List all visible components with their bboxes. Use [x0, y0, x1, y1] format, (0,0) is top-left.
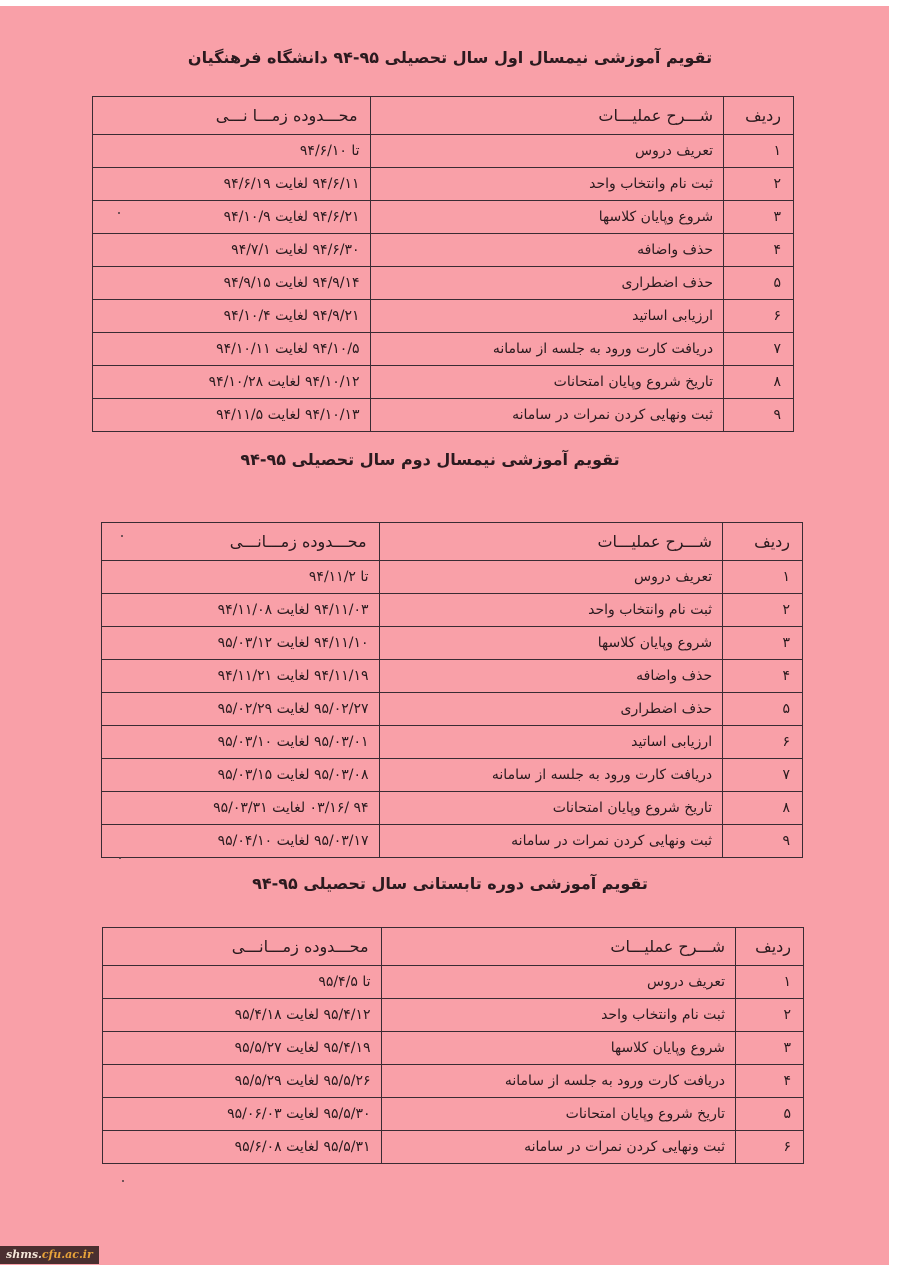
row-number: ۳ — [736, 1032, 804, 1065]
row-description: تعریف دروس — [381, 966, 736, 999]
header-time-range: محـــدوده زمـــانـــی — [102, 523, 380, 561]
header-time-range: محـــدوده زمـــا نـــی — [93, 97, 371, 135]
row-time-range: ۹۴/۱۱/۱۹ لغایت ۹۴/۱۱/۲۱ — [102, 660, 380, 693]
table-row — [93, 267, 794, 300]
row-description: تعریف دروس — [370, 135, 724, 168]
section-title-second-semester: تقویم آموزشی نیمسال دوم سال تحصیلی ۹۵-۹۴ — [240, 450, 620, 469]
row-number: ۲ — [736, 999, 804, 1032]
table-row — [103, 966, 804, 999]
header-description: شـــرح عملیـــات — [379, 523, 723, 561]
row-time-range: ۹۵/۰۲/۲۷ لغایت ۹۵/۰۲/۲۹ — [102, 693, 380, 726]
row-time-range: ۹۴/۶/۳۰ لغایت ۹۴/۷/۱ — [93, 234, 371, 267]
table-row — [102, 726, 803, 759]
row-number: ۶ — [724, 300, 794, 333]
table-row — [102, 759, 803, 792]
table-row — [103, 1098, 804, 1131]
calendar-table-summer-term — [102, 927, 804, 1164]
row-time-range: ۹۴/۱۰/۱۳ لغایت ۹۴/۱۱/۵ — [93, 399, 371, 432]
row-time-range: ۹۴/۱۱/۰۳ لغایت ۹۴/۱۱/۰۸ — [102, 594, 380, 627]
row-description: تاریخ شروع وپایان امتحانات — [379, 792, 723, 825]
row-time-range: ۹۵/۰۳/۱۷ لغایت ۹۵/۰۴/۱۰ — [102, 825, 380, 858]
row-number: ۴ — [724, 234, 794, 267]
row-number: ۷ — [724, 333, 794, 366]
header-row-number: ردیف — [724, 97, 794, 135]
table-row — [102, 825, 803, 858]
table-row — [93, 300, 794, 333]
table-row — [102, 561, 803, 594]
row-number: ۳ — [724, 201, 794, 234]
row-time-range: ۹۵/۴/۱۲ لغایت ۹۵/۴/۱۸ — [103, 999, 382, 1032]
table-header-row — [93, 97, 794, 135]
row-time-range: ۹۴/۶/۱۱ لغایت ۹۴/۶/۱۹ — [93, 168, 371, 201]
row-time-range: ۹۴/۱۰/۱۲ لغایت ۹۴/۱۰/۲۸ — [93, 366, 371, 399]
table-row — [102, 594, 803, 627]
row-number: ۵ — [723, 693, 803, 726]
calendar-table-second-semester — [101, 522, 803, 858]
row-time-range: تا ۹۴/۱۱/۲ — [102, 561, 380, 594]
row-number: ۹ — [723, 825, 803, 858]
row-time-range: ۹۴/۹/۱۴ لغایت ۹۴/۹/۱۵ — [93, 267, 371, 300]
row-number: ۷ — [723, 759, 803, 792]
row-description: دریافت کارت ورود به جلسه از سامانه — [370, 333, 724, 366]
row-number: ۲ — [723, 594, 803, 627]
row-number: ۱ — [723, 561, 803, 594]
table-row — [103, 1131, 804, 1164]
row-description: ثبت ونهایی کردن نمرات در سامانه — [381, 1131, 736, 1164]
row-description: تاریخ شروع وپایان امتحانات — [381, 1098, 736, 1131]
header-time-range: محـــدوده زمـــانـــی — [103, 928, 382, 966]
row-description: ثبت نام وانتخاب واحد — [370, 168, 724, 201]
table-row — [102, 627, 803, 660]
header-row-number: ردیف — [723, 523, 803, 561]
table-row — [93, 333, 794, 366]
row-description: ثبت نام وانتخاب واحد — [381, 999, 736, 1032]
row-time-range: ۹۴/۱۰/۵ لغایت ۹۴/۱۰/۱۱ — [93, 333, 371, 366]
row-description: حذف واضافه — [379, 660, 723, 693]
row-time-range: ۹۴/۹/۲۱ لغایت ۹۴/۱۰/۴ — [93, 300, 371, 333]
calendar-table-first-semester — [92, 96, 794, 432]
row-description: حذف اضطراری — [370, 267, 724, 300]
scan-speck — [122, 1180, 124, 1182]
table-row — [103, 1065, 804, 1098]
row-description: ثبت نام وانتخاب واحد — [379, 594, 723, 627]
row-time-range: ۹۵/۰۳/۰۱ لغایت ۹۵/۰۳/۱۰ — [102, 726, 380, 759]
row-description: ثبت ونهایی کردن نمرات در سامانه — [379, 825, 723, 858]
row-number: ۴ — [736, 1065, 804, 1098]
row-time-range: تا ۹۵/۴/۵ — [103, 966, 382, 999]
row-number: ۸ — [723, 792, 803, 825]
row-description: دریافت کارت ورود به جلسه از سامانه — [379, 759, 723, 792]
watermark-domain: cfu.ac.ir — [41, 1248, 93, 1261]
header-row-number: ردیف — [736, 928, 804, 966]
row-description: ثبت ونهایی کردن نمرات در سامانه — [370, 399, 724, 432]
row-number: ۲ — [724, 168, 794, 201]
row-description: حذف واضافه — [370, 234, 724, 267]
table-row — [93, 366, 794, 399]
row-number: ۴ — [723, 660, 803, 693]
row-description: ارزیابی اساتید — [370, 300, 724, 333]
row-number: ۹ — [724, 399, 794, 432]
row-time-range: ۹۵/۴/۱۹ لغایت ۹۵/۵/۲۷ — [103, 1032, 382, 1065]
row-description: شروع وپایان کلاسها — [379, 627, 723, 660]
row-time-range: ۹۵/۵/۳۱ لغایت ۹۵/۶/۰۸ — [103, 1131, 382, 1164]
row-description: ارزیابی اساتید — [379, 726, 723, 759]
section-title-summer-term: تقویم آموزشی دوره تابستانی سال تحصیلی ۹۵-۹۴ — [252, 874, 648, 893]
row-number: ۱ — [724, 135, 794, 168]
row-description: دریافت کارت ورود به جلسه از سامانه — [381, 1065, 736, 1098]
scan-speck — [118, 212, 120, 214]
table-row — [102, 792, 803, 825]
table-row — [93, 201, 794, 234]
row-number: ۸ — [724, 366, 794, 399]
watermark-prefix: shms. — [6, 1248, 42, 1261]
header-description: شـــرح عملیـــات — [370, 97, 724, 135]
row-description: تاریخ شروع وپایان امتحانات — [370, 366, 724, 399]
table-row — [93, 135, 794, 168]
table-row — [93, 399, 794, 432]
table-row — [102, 693, 803, 726]
row-number: ۱ — [736, 966, 804, 999]
scan-speck — [121, 535, 123, 537]
row-time-range: ۹۵/۰۳/۰۸ لغایت ۹۵/۰۳/۱۵ — [102, 759, 380, 792]
table-row — [102, 660, 803, 693]
row-number: ۶ — [736, 1131, 804, 1164]
row-description: تعریف دروس — [379, 561, 723, 594]
row-number: ۵ — [724, 267, 794, 300]
scan-speck — [119, 857, 121, 859]
site-watermark — [0, 1246, 99, 1264]
section-title-first-semester: تقویم آموزشی نیمسال اول سال تحصیلی ۹۵-۹۴ دانشگاه فرهنگیان — [187, 48, 713, 67]
row-time-range: تا ۹۴/۶/۱۰ — [93, 135, 371, 168]
row-number: ۵ — [736, 1098, 804, 1131]
table-row — [93, 234, 794, 267]
table-row — [93, 168, 794, 201]
row-time-range: ۹۴ /۰۳/۱۶ لغایت ۹۵/۰۳/۳۱ — [102, 792, 380, 825]
row-time-range: ۹۵/۵/۲۶ لغایت ۹۵/۵/۲۹ — [103, 1065, 382, 1098]
table-row — [103, 999, 804, 1032]
row-number: ۶ — [723, 726, 803, 759]
row-description: شروع وپایان کلاسها — [370, 201, 724, 234]
row-time-range: ۹۵/۵/۳۰ لغایت ۹۵/۰۶/۰۳ — [103, 1098, 382, 1131]
header-description: شـــرح عملیـــات — [381, 928, 736, 966]
row-number: ۳ — [723, 627, 803, 660]
table-row — [103, 1032, 804, 1065]
row-description: شروع وپایان کلاسها — [381, 1032, 736, 1065]
row-time-range: ۹۴/۶/۲۱ لغایت ۹۴/۱۰/۹ — [93, 201, 371, 234]
row-description: حذف اضطراری — [379, 693, 723, 726]
table-header-row — [103, 928, 804, 966]
table-header-row — [102, 523, 803, 561]
row-time-range: ۹۴/۱۱/۱۰ لغایت ۹۵/۰۳/۱۲ — [102, 627, 380, 660]
